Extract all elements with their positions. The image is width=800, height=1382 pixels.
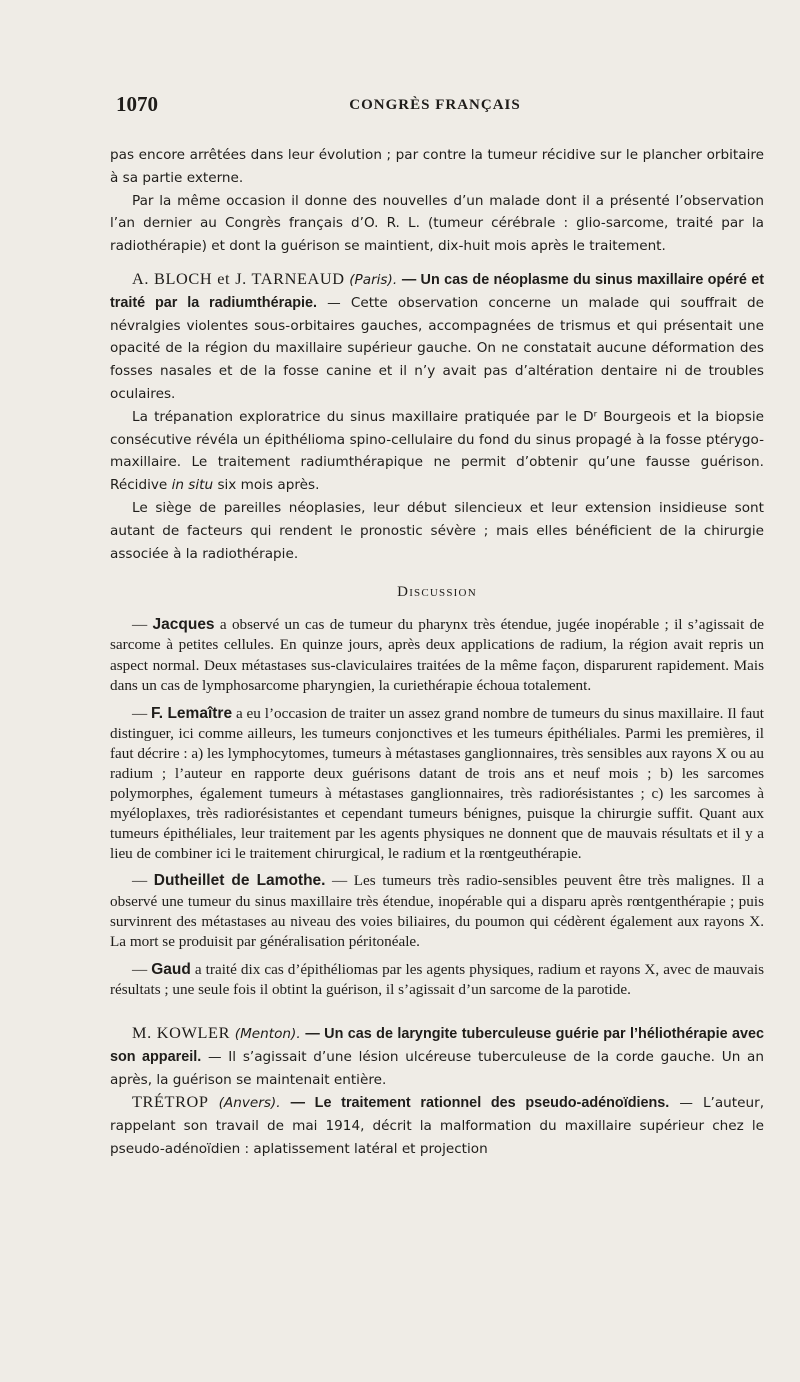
- bloch-title: — Un cas de néoplasme du sinus maxillaire opéré et traité par la radiumthérapie.: [110, 271, 764, 311]
- lemaitre-text: a eu l’occasion de traiter un assez grand nombre de tumeurs du sinus maxillaire. Il faut distinguer, ici comme ailleurs, les tumeurs conjonctives et les tumeurs épithéliales. Parmi les premières, il faut décrire : a) les lymphocytomes, tumeurs à métastases ganglionnaires, très sensibles aux rayons X ou au radium ; l’auteur en rapporte deux guérisons datant de trois ans et neuf mois ; b) les sarcomes polymorphes, également tumeurs à métastases ganglionnaires, très radiorésistantes ; c) les sarcomes à myéloplaxes, très radiorésistantes et cependant tumeurs bénignes, puisque la chirurgie suffit. Quant aux tumeurs épithéliales, leur traitement par les agents physiques ne donnent que de mauvais résultats et il y a lieu de combiner ici le traitement chirurgical, le radium et la rœntgeuthérapie.: [110, 704, 765, 863]
- bloch-text: — Cette observation concerne un malade qui souffrait de névralgies violentes sous-orbitaires gauches, accompagnées de trismus et qui présentait une opacité de la région du maxillaire supérieur gauche. On ne constatait aucune déformation des fosses nasales et de la fosse canine et il n’y avait pas d’altération dentaire ni de troubles oculaires.: [110, 294, 764, 402]
- lemaitre-paragraph: — F. Lemaître a eu l’occasion de traiter un assez grand nombre de tumeurs du sinus maxillaire. Il faut distinguer, ici comme ailleurs, les tumeurs conjonctives et les tumeurs épithéliales. Parmi les premières, il faut décrire : a) les lymphocytomes, tumeurs à métastases ganglionnaires, très sensibles aux rayons X ou au radium ; l’auteur en rapporte deux guérisons datant de trois ans et neuf mois ; b) les sarcomes polymorphes, également tumeurs à métastases ganglionnaires, très radiorésistantes ; c) les sarcomes à myéloplaxes, très radiorésistantes et cependant tumeurs bénignes, puisque la chirurgie suffit. Quant aux tumeurs épithéliales, leur traitement par les agents physiques ne donnent que de mauvais résultats et il y a lieu de combiner ici le traitement chirurgical, le radium et la rœntgeuthérapie.: [110, 704, 765, 863]
- page-body: [110, 144, 764, 1161]
- kowler-author: M. KOWLER: [132, 1023, 231, 1043]
- dutheillet-name: Dutheillet de Lamothe.: [153, 872, 326, 890]
- bloch-paragraph-3: Le siège de pareilles néoplasies, leur début silencieux et leur extension insidieuse sont autant de facteurs qui rendent le pronostic sévère ; mais elles bénéficient de la chirurgie associée à la radiothérapie.: [110, 499, 764, 562]
- tretrop-communication: [110, 1091, 764, 1160]
- tretrop-title: — Le traitement rationnel des pseudo-adénoïdiens.: [290, 1095, 670, 1112]
- dutheillet-paragraph: — Dutheillet de Lamothe. — Les tumeurs très radio-sensibles peuvent être très malignes. Il a observé une tumeur du sinus maxillaire très étendue, inopérable qui a disparu après rœntgenthérapie ; puis survinrent des métastases au niveau des voies biliaires, du poumon qui cédèrent également aux rayons X. La mort se produisit par généralisation péritonéale.: [110, 872, 765, 950]
- bloch-communication: [110, 268, 764, 406]
- gaud-name: Gaud: [151, 960, 191, 978]
- bloch-p2-italic: in situ: [171, 477, 214, 494]
- running-title: CONGRÈS FRANÇAIS: [349, 97, 521, 113]
- lemaitre-name: F. Lemaître: [151, 704, 233, 722]
- bloch-city: (Paris).: [349, 271, 398, 288]
- kowler-text: — Il s’agissait d’une lésion ulcéreuse tuberculeuse de la corde gauche. Un an après, la guérison se maintenait entière.: [110, 1048, 764, 1088]
- kowler-communication: [110, 1022, 764, 1091]
- page-header: [110, 92, 760, 122]
- bloch-p2-end: six mois après.: [217, 477, 320, 494]
- page-number: 1070: [116, 92, 158, 116]
- kowler-city: (Menton).: [234, 1026, 301, 1043]
- tretrop-text: — L’auteur, rappelant son travail de mai 1914, décrit la malformation du maxillaire supérieur chez le pseudo-adénoïdien : aplatissement latéral et projection: [110, 1095, 765, 1158]
- intro-paragraph-1: pas encore arrêtées dans leur évolution ; par contre la tumeur récidive sur le plancher orbitaire à sa partie externe.: [110, 147, 764, 186]
- gaud-paragraph: — Gaud a traité dix cas d’épithéliomas par les agents physiques, radium et rayons X, avec de mauvais résultats ; une seule fois il obtint la guérison, il s’agissait d’un sarcome de la parotide.: [110, 960, 765, 998]
- discussion-title: Discussion: [397, 584, 477, 601]
- tretrop-author: TRÉTROP: [132, 1092, 209, 1112]
- bloch-p2-text: La trépanation exploratrice du sinus maxillaire pratiquée par le Dʳ Bourgeois et la biopsie consécutive révéla un épithélioma spino-cellulaire du fond du sinus propagé à la fosse ptérygo-maxillaire. Le traitement radiumthérapique ne permit d’obtenir qu’une fausse guérison. Récidive: [110, 408, 764, 494]
- jacques-text: a observé un cas de tumeur du pharynx très étendue, jugée inopérable ; il s’agissait de sarcome à petites cellules. En quinze jours, après deux applications de radium, la région avait repris un aspect normal. Deux métastases sus-claviculaires traitées de la même façon, disparurent rapidement. Mais dans un cas de lymphosarcome pharyngien, la curiethérapie échoua totalement.: [110, 616, 765, 694]
- jacques-name: Jacques: [152, 616, 215, 634]
- jacques-paragraph: — Jacques a observé un cas de tumeur du pharynx très étendue, jugée inopérable ; il s’agissait de sarcome à petites cellules. En quinze jours, après deux applications de radium, la région avait repris un aspect normal. Deux métastases sus-claviculaires traitées de la même façon, disparurent rapidement. Mais dans un cas de lymphosarcome pharyngien, la curiethérapie échoua totalement.: [110, 616, 765, 694]
- bloch-paragraph-2: [110, 406, 764, 497]
- kowler-title: — Un cas de laryngite tuberculeuse guérie par l’héliothérapie avec son appareil.: [110, 1026, 764, 1065]
- bloch-authors: A. BLOCH et J. TARNEAUD: [132, 268, 345, 288]
- tretrop-city: (Anvers).: [218, 1095, 281, 1112]
- gaud-text: a traité dix cas d’épithéliomas par les agents physiques, radium et rayons X, avec de mauvais résultats ; une seule fois il obtint la guérison, il s’agissait d’un sarcome de la parotide.: [110, 960, 765, 998]
- intro-paragraph-2: Par la même occasion il donne des nouvelles d’un malade dont il a présenté l’observation l’an dernier au Congrès français d’O. R. L. (tumeur cérébrale : glio-sarcome, traité par la radiothérapie) et dont la guérison se maintient, dix-huit mois après le traitement.: [110, 192, 764, 255]
- dutheillet-text: — Les tumeurs très radio-sensibles peuvent être très malignes. Il a observé une tumeur du sinus maxillaire très étendue, inopérable qui a disparu après rœntgenthérapie ; puis survinrent des métastases au niveau des voies biliaires, du poumon qui cédèrent également aux rayons X. La mort se produisit par généralisation péritonéale.: [110, 872, 765, 950]
